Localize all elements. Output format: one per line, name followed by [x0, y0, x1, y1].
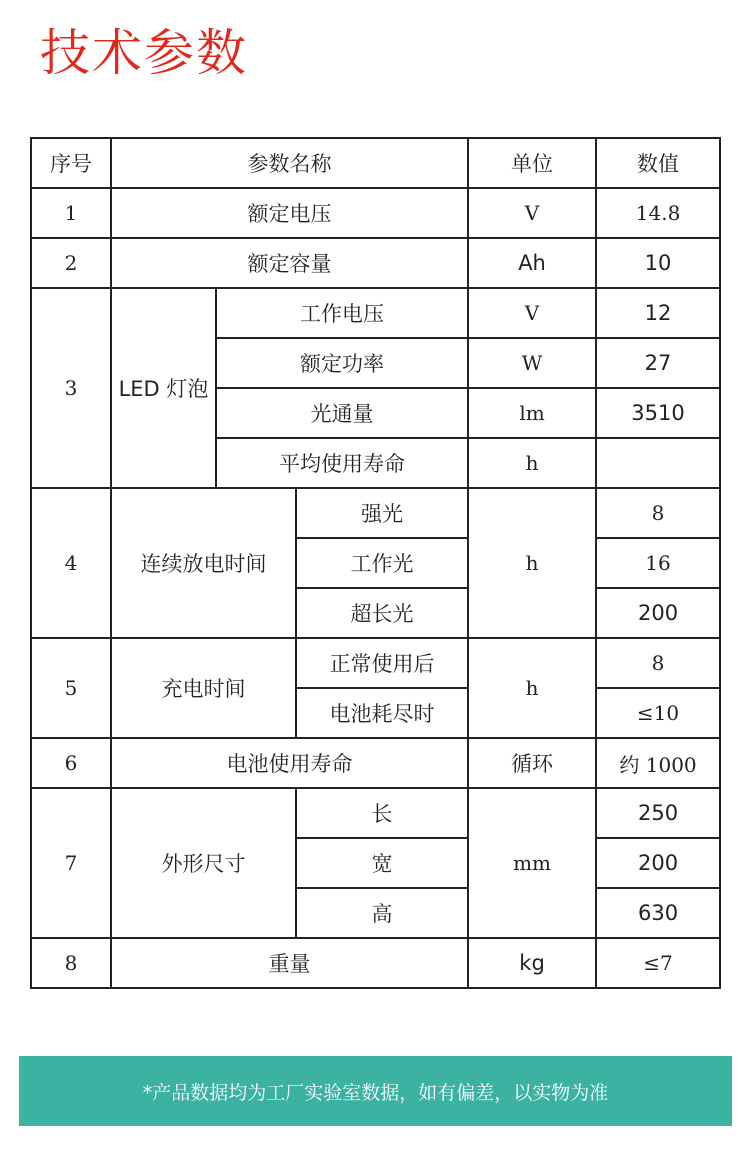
param-value: 250	[596, 788, 720, 838]
param-value: 16	[596, 538, 720, 588]
footer-note: *产品数据均为工厂实验室数据，如有偏差，以实物为准	[142, 1081, 609, 1104]
footer-note-banner	[19, 1056, 732, 1126]
row-seq: 7	[31, 788, 111, 938]
param-name: 光通量	[216, 388, 468, 438]
param-value: 3510	[596, 388, 720, 438]
header-param: 参数名称	[111, 138, 468, 188]
param-name: 重量	[111, 938, 468, 988]
param-value: ≤7	[596, 938, 720, 988]
param-name: 平均使用寿命	[216, 438, 468, 488]
row-seq: 6	[31, 738, 111, 788]
param-name: 电池使用寿命	[111, 738, 468, 788]
table-row	[31, 638, 720, 688]
table-header-row	[31, 138, 720, 188]
param-value: 200	[596, 838, 720, 888]
group-name: LED 灯泡	[111, 288, 216, 488]
param-name: 超长光	[296, 588, 468, 638]
param-value: 8	[596, 638, 720, 688]
header-unit: 单位	[468, 138, 596, 188]
table-row	[31, 738, 720, 788]
param-value: 200	[596, 588, 720, 638]
param-name: 正常使用后	[296, 638, 468, 688]
param-name: 强光	[296, 488, 468, 538]
param-unit: h	[468, 488, 596, 638]
row-seq: 3	[31, 288, 111, 488]
param-unit: Ah	[468, 238, 596, 288]
param-name: 额定容量	[111, 238, 468, 288]
header-value: 数值	[596, 138, 720, 188]
param-name: 工作光	[296, 538, 468, 588]
param-unit: lm	[468, 388, 596, 438]
table-row	[31, 188, 720, 238]
param-unit: W	[468, 338, 596, 388]
param-value	[596, 438, 720, 488]
table-row	[31, 488, 720, 538]
table-row	[31, 238, 720, 288]
param-name: 额定功率	[216, 338, 468, 388]
param-unit: mm	[468, 788, 596, 938]
group-name: 连续放电时间	[111, 488, 296, 638]
param-unit: 循环	[468, 738, 596, 788]
spec-table	[30, 137, 721, 989]
param-value: 14.8	[596, 188, 720, 238]
param-unit: V	[468, 188, 596, 238]
param-value: 12	[596, 288, 720, 338]
param-value: ≤10	[596, 688, 720, 738]
table-row	[31, 938, 720, 988]
group-name: 外形尺寸	[111, 788, 296, 938]
param-value: 10	[596, 238, 720, 288]
param-name: 长	[296, 788, 468, 838]
param-value: 630	[596, 888, 720, 938]
param-name: 高	[296, 888, 468, 938]
row-seq: 2	[31, 238, 111, 288]
table-row	[31, 288, 720, 338]
page-title: 技术参数	[40, 24, 248, 82]
param-name: 额定电压	[111, 188, 468, 238]
param-unit: kg	[468, 938, 596, 988]
row-seq: 1	[31, 188, 111, 238]
row-seq: 5	[31, 638, 111, 738]
param-unit: h	[468, 438, 596, 488]
row-seq: 8	[31, 938, 111, 988]
row-seq: 4	[31, 488, 111, 638]
table-row	[31, 788, 720, 838]
param-value: 约 1000	[596, 738, 720, 788]
param-name: 工作电压	[216, 288, 468, 338]
group-name: 充电时间	[111, 638, 296, 738]
param-unit: V	[468, 288, 596, 338]
param-value: 8	[596, 488, 720, 538]
param-name: 电池耗尽时	[296, 688, 468, 738]
header-seq: 序号	[31, 138, 111, 188]
param-value: 27	[596, 338, 720, 388]
param-name: 宽	[296, 838, 468, 888]
param-unit: h	[468, 638, 596, 738]
